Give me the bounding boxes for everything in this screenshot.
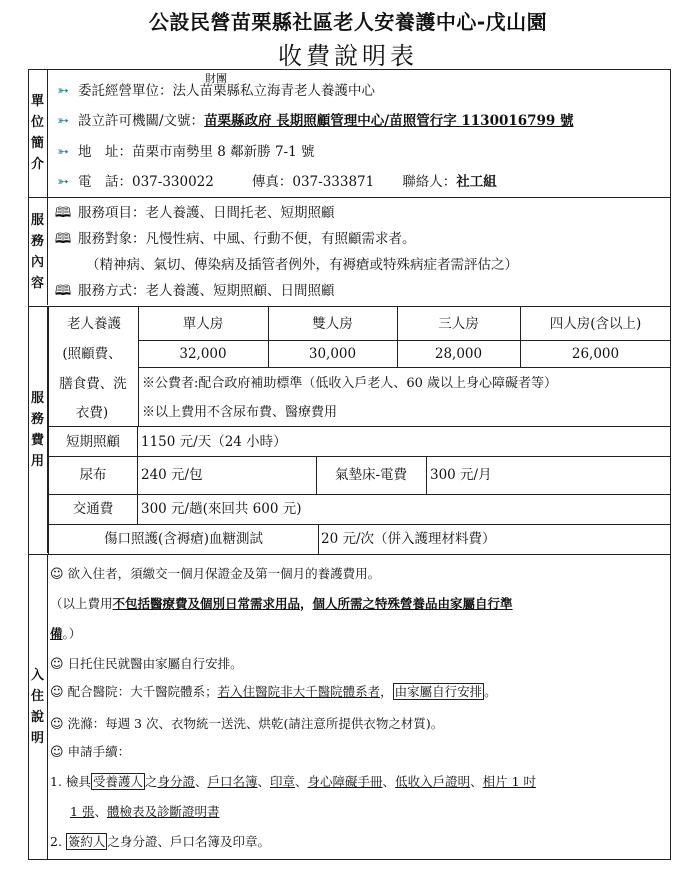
bullet-icon: ➳ <box>57 144 69 160</box>
unit-operator-row: ➳ 委託經營單位：法人苗栗縣私立海青老人養護中心 <box>54 82 375 100</box>
service-note: （精神病、氣切、傳染病及插管者例外，有褥瘡或特殊病症者需評估之） <box>86 257 518 273</box>
unit-section <box>28 69 671 197</box>
diaper-label: 尿布 <box>79 467 107 483</box>
fee-row-label-2: (照顧費、 <box>62 346 122 362</box>
service-methods: 🕮 服務方式：老人養護、短期照顧、日間照顧 <box>54 283 335 299</box>
entry-daycare-medical: ☺ 日托住民就醫由家屬自行安排。 <box>50 656 243 672</box>
bullet-icon: ➳ <box>57 113 69 129</box>
entry-section <box>28 554 671 860</box>
mattress-label: 氣墊床-電費 <box>334 467 408 483</box>
entry-application-step2: 2. 簽約人 之身分證、戶口名簿及印章。 <box>50 834 270 849</box>
entry-fee-exclusions: （以上費用不包括醫療費及個別日常需求用品，個人所需之特殊營養品由家屬自行準 <box>50 596 513 611</box>
fee-note-public: ※公費者:配合政府補助標準（低收入戶老人、60 歲以上身心障礙者等） <box>142 376 558 391</box>
room-price-quad: 26,000 <box>571 346 620 362</box>
bullet-icon: ➳ <box>57 174 69 190</box>
entry-application-heading: ☺ 申請手續： <box>50 744 131 760</box>
transport-value: 300 元/趟(來回共 600 元) <box>141 501 302 517</box>
smiley-icon: ☺ <box>50 685 64 700</box>
room-type-triple: 三人房 <box>438 316 479 332</box>
mattress-value: 300 元/月 <box>430 467 492 483</box>
entry-section-label: 入 住 說 明 <box>28 555 48 859</box>
entry-partner-hospital: ☺ 配合醫院：大千醫院體系；若入住醫院非大千醫院體系者， 由家屬自行安排 。 <box>50 684 497 700</box>
transport-label: 交通費 <box>72 501 114 517</box>
wound-care-value: 20 元/次（併入護理材料費） <box>321 531 496 547</box>
entry-application-step1-cont: 1 張、體檢表及診斷證明書 <box>70 804 220 819</box>
unit-license-row: ➳ 設立許可機關/文號：苗栗縣政府 長期照顧管理中心/苗照管行字 1130016799 號 <box>54 112 574 130</box>
unit-section-label: 單 位 簡 介 <box>28 69 48 197</box>
unit-address-row: ➳ 地 址：苗栗市南勢里 8 鄰新勝 7-1 號 <box>54 143 315 161</box>
diaper-value: 240 元/包 <box>141 467 203 483</box>
service-section-label: 服 務 內 容 <box>28 198 48 305</box>
fee-section-label: 服 務 費 用 <box>28 307 48 553</box>
book-icon: 🕮 <box>54 231 72 247</box>
fee-note-exclusions: ※以上費用不含尿布費、醫療費用 <box>142 405 338 420</box>
entry-deposit: ☺ 欲入住者，須繳交一個月保證金及第一個月的養護費用。 <box>50 566 381 582</box>
short-term-value: 1150 元/天（24 小時） <box>141 434 287 450</box>
unit-phone-row: ➳ 電 話：037-330022 傳真：037-333871 聯絡人：社工組 <box>54 173 497 191</box>
book-icon: 🕮 <box>54 205 72 221</box>
entry-fee-exclusions-cont: 備。） <box>50 626 82 641</box>
smiley-icon: ☺ <box>50 745 64 760</box>
room-type-double: 雙人房 <box>312 316 353 332</box>
room-type-quad: 四人房(含以上) <box>549 316 642 332</box>
room-price-single: 32,000 <box>179 346 227 362</box>
smiley-icon: ☺ <box>50 717 64 732</box>
fee-row-label-4: 衣費) <box>75 405 109 421</box>
short-term-label: 短期照顧 <box>66 434 120 450</box>
service-targets: 🕮 服務對象：凡慢性病、中風、行動不便，有照顧需求者。 <box>54 231 416 247</box>
fee-row-label-3: 膳食費、洗 <box>59 376 127 392</box>
page-title: 公設民營苗栗縣社區老人安養護中心-戊山園 <box>148 10 548 34</box>
fee-row-label-1: 老人養護 <box>67 316 121 332</box>
page-subtitle: 收費說明表 <box>278 42 418 70</box>
wound-care-label: 傷口照護(含褥瘡)血糖測試 <box>103 531 264 547</box>
unit-operator-small: 財團 <box>205 72 227 85</box>
smiley-icon: ☺ <box>50 567 64 582</box>
entry-application-step1: 1. 檢具 受養護人 之身分證、戶口名簿、印章、身心障礙手冊、低收入戶證明、相片 1 吋 <box>50 774 536 789</box>
smiley-icon: ☺ <box>50 657 64 672</box>
bullet-icon: ➳ <box>57 83 69 99</box>
service-items: 🕮 服務項目：老人養護、日間托老、短期照顧 <box>54 205 335 221</box>
book-icon: 🕮 <box>54 283 72 299</box>
entry-laundry: ☺ 洗滌：每週 3 次、衣物統一送洗、烘乾(請注意所提供衣物之材質)。 <box>50 716 444 732</box>
room-price-double: 30,000 <box>308 346 357 362</box>
room-type-single: 單人房 <box>182 316 224 332</box>
room-price-triple: 28,000 <box>434 346 483 362</box>
service-section <box>28 197 671 306</box>
